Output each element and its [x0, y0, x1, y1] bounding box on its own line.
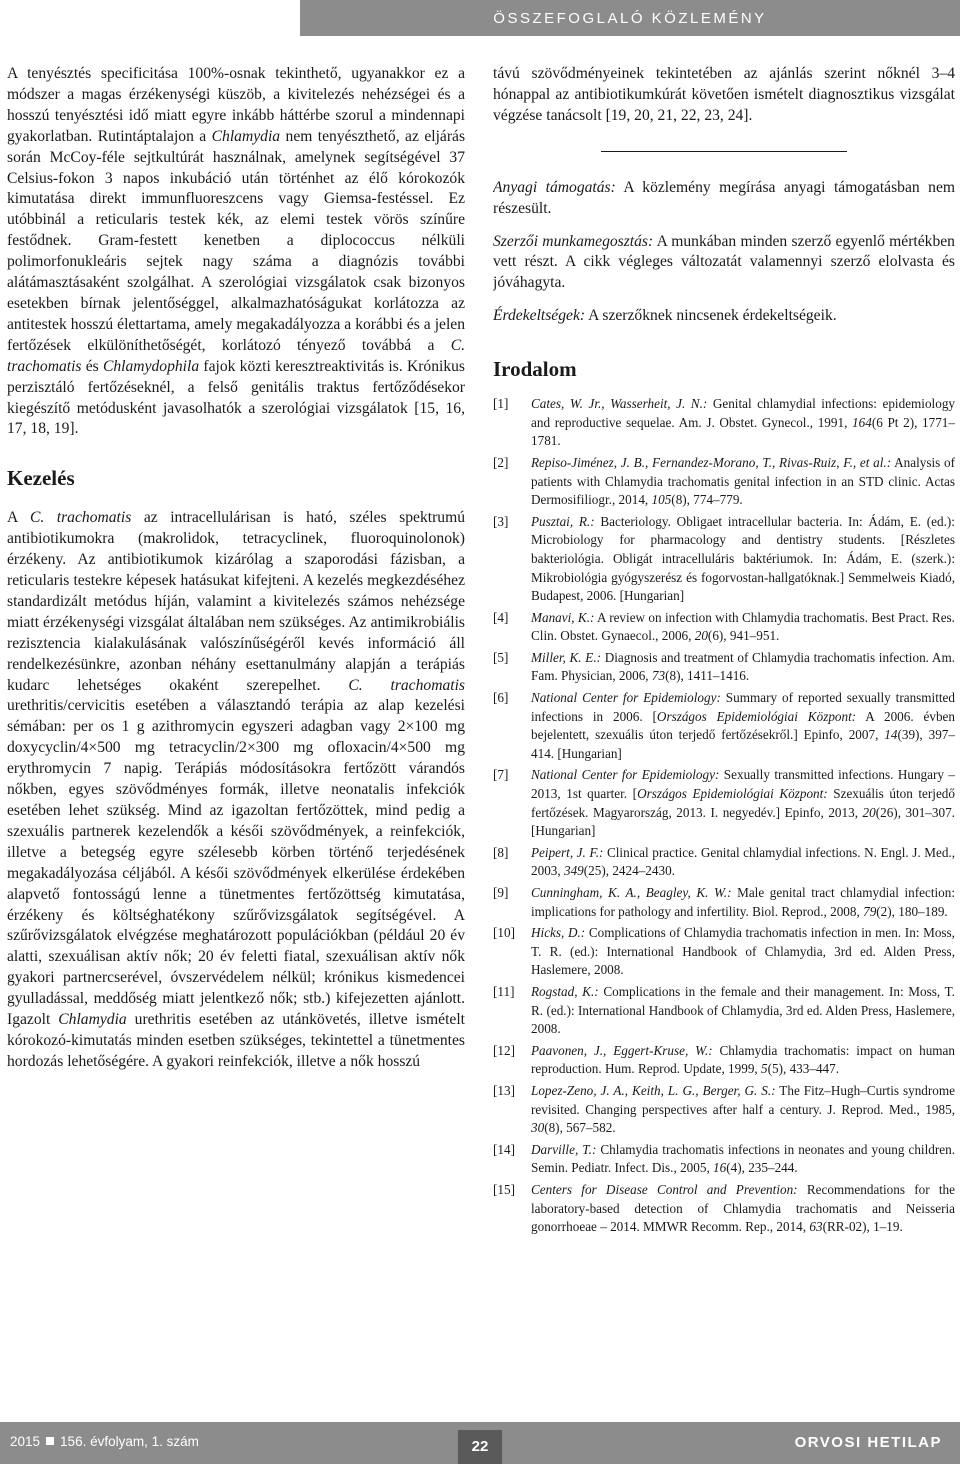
reference-number: [8]: [493, 844, 509, 860]
text-segment: (8), 1411–1416.: [665, 668, 750, 684]
reference-text: [531, 1181, 955, 1237]
text-segment: A tenyésztés specificitása 100%-osnak tekinthető, ugyanakkor ez a módszer a magas érzékenységi küszöb, a kivitelezés nehézségei és a hosszú tenyésztési idő miatt egyre inkább háttérbe szorul a mindennapi gyakorlatban. Rutintáptalajon a: [7, 65, 465, 145]
italic-segment: Darville, T.:: [531, 1141, 597, 1157]
separator-rule: [601, 151, 847, 152]
italic-segment: Chlamydia: [58, 1011, 127, 1029]
text-segment: (6), 941–951.: [707, 628, 780, 644]
authors-text: A munkában minden szerző egyenlő mértékben vett részt. A cikk végleges változatát valamennyi szerző elolvasta és jóváhagyta.: [493, 232, 955, 292]
italic-segment: 63: [809, 1219, 823, 1235]
reference-text: [531, 983, 955, 1039]
funding-label: Anyagi támogatás:: [493, 178, 616, 196]
reference-number: [14]: [493, 1141, 515, 1157]
reference-number: [15]: [493, 1181, 515, 1197]
text-segment: (39), 397–414. [Hungarian]: [531, 727, 955, 761]
journal-name: ORVOSI HETILAP: [794, 1434, 942, 1451]
reference-item: [493, 844, 955, 881]
reference-item: [493, 924, 955, 980]
reference-item: [493, 454, 955, 510]
reference-number: [11]: [493, 983, 515, 999]
page-number: 22: [458, 1430, 502, 1464]
funding-note: [493, 178, 955, 220]
text-segment: és: [81, 357, 103, 375]
italic-segment: 105: [651, 492, 672, 508]
text-segment: Chlamydia trachomatis infections in neonates and young children. Semin. Pediatr. Infect. Dis., 2005,: [531, 1141, 955, 1176]
text-segment: (8), 774–779.: [671, 492, 743, 508]
italic-segment: Pusztai, R.:: [531, 513, 595, 529]
italic-segment: 20: [694, 628, 708, 644]
reference-item: [493, 395, 955, 451]
text-segment: (8), 567–582.: [544, 1120, 616, 1136]
interest-text: A szerzőknek nincsenek érdekeltségeik.: [585, 307, 837, 325]
reference-text: [531, 884, 955, 921]
text-segment: (6 Pt 2), 1771–1781.: [531, 414, 955, 449]
page-footer: [0, 1422, 960, 1464]
left-column: [7, 64, 465, 1410]
italic-segment: Országos Epidemiológiai Központ:: [656, 708, 857, 724]
text-segment: Szexuális úton terjedő fertőzések. Magyarország, 2013. I. negyedév.] Epinfo, 2013,: [531, 786, 955, 820]
reference-number: [4]: [493, 609, 509, 625]
reference-item: [493, 513, 955, 606]
reference-item: [493, 884, 955, 921]
italic-segment: National Center for Epidemiology:: [531, 690, 721, 706]
text-segment: Sexually transmitted infections. Hungary – 2013, 1st quarter. [: [531, 767, 955, 802]
reference-text: [531, 454, 955, 510]
heading-kezeles: Kezelés: [7, 466, 75, 491]
interest-label: Érdekeltségek:: [493, 307, 586, 325]
reference-text: [531, 766, 955, 840]
funding-text: A közlemény megírása anyagi támogatásban nem részesült.: [493, 178, 955, 217]
authors-label: Szerzői munkamegosztás:: [493, 232, 654, 250]
right-column: [493, 64, 955, 1410]
italic-segment: 30: [531, 1120, 545, 1136]
reference-item: [493, 1181, 955, 1237]
text-segment: A 2006. évben bejelentett, szexuális úton terjedő fertőzésekről.] Epinfo, 2007,: [531, 708, 955, 743]
text-segment: urethritis/cervicitis esetében a választandó terápia az alap kezelési sémában: per os 1 g azithromycin egyszeri adagban vagy 2×100 mg doxycyclin/4×500 mg tetracyclin/2×300 mg ofloxacin/4×500 mg erythromycin 7 napig. Terápiás módosításokra fertőzött várandós nőkben, egyes szövődményes formák, illetve neonatalis infekciók esetében lehet szükség. Mind az igazoltan fertőzöttek, mind pedig a szexuális partnerek kezelendők a késői szövődmények, a reinfekciók, illetve a betegség egyre szélesebb körben történő terjedésének megakadályozása céljából. A késői szövődmények elkerülése érdekében alapvető fontosságú lenne a tünetmentes fertőzöttség kimutatása, érzékeny és költséghatékony szűrővizsgálatok segítségével. A szűrővizsgálatok elvégzése meghatározott populációkban (például 20 év alatti, szexuálisan aktív nők; 20 év feletti fiatal, szexuálisan aktív nők gyakori partnercserével, óvszervédelem nélkül; krónikus kismedencei gyulladással, meddőség miatt jelentkező nők; stb.) kifejezetten ajánlott. Igazolt: [7, 697, 465, 1029]
italic-segment: Repiso-Jiménez, J. B., Fernandez-Morano, T., Rivas-Ruiz, F., et al.:: [531, 454, 892, 470]
reference-item: [493, 983, 955, 1039]
italic-segment: Centers for Disease Control and Prevention:: [531, 1181, 798, 1197]
authors-note: [493, 232, 955, 295]
italic-segment: C. trachomatis: [29, 509, 132, 527]
text-segment: Analysis of patients with Chlamydia trachomatis genital infection in an STD clinic. Actas Dermosifiliogr., 2014,: [531, 454, 955, 508]
reference-item: [493, 649, 955, 686]
reference-text: [531, 1141, 955, 1178]
reference-text: [531, 844, 955, 881]
text-segment: Clinical practice. Genital chlamydial infections. N. Engl. J. Med., 2003,: [531, 844, 955, 879]
italic-segment: Cates, W. Jr., Wasserheit, J. N.:: [531, 396, 708, 412]
italic-segment: 20: [862, 804, 876, 820]
paragraph-diagnostics: [7, 64, 465, 440]
reference-text: [531, 1042, 955, 1079]
interest-note: [493, 306, 955, 327]
reference-number: [9]: [493, 885, 509, 900]
italic-segment: Rogstad, K.:: [531, 983, 599, 999]
reference-item: [493, 1082, 955, 1138]
italic-segment: Manavi, K.:: [531, 609, 595, 625]
italic-segment: National Center for Epidemiology:: [531, 767, 720, 783]
issue-volume: 156. évfolyam, 1. szám: [60, 1434, 199, 1449]
text-segment: nem tenyészthető, az eljárás során McCoy-féle sejtkultúrát használnak, amelynek segítségével 37 Celsius-fokon 3 napos inkubáció után történhet az élő kórokozók kimutatása direkt immunfluoreszcens vagy Giemsa-festéssel. Ez utóbbinál a reticularis testek kék, az elemi testek vörös színűre festődnek. Gram-festett kenetben a diplococcus nélküli polimorfonukleáris sejtek nagy száma a diagnózis további alátámasztásaként szolgálhat. A szerológiai vizsgálatok csak bizonyos esetekben bírnak jelentőséggel, alkalmazhatóságukat korlátozza az antitestek hosszú élettartama, amely megakadályozza a korábbi és a jelen fertőzések elkülöníthetőségét, korlátozó tényező továbbá a: [7, 127, 465, 354]
text-segment: Chlamydia trachomatis: impact on human reproduction. Hum. Reprod. Update, 1999,: [531, 1042, 955, 1077]
reference-text: [531, 513, 955, 606]
reference-number: [10]: [493, 925, 515, 941]
reference-number: [13]: [493, 1082, 515, 1098]
italic-segment: Lopez-Zeno, J. A., Keith, L. G., Berger, G. S.:: [531, 1082, 776, 1098]
text-segment: (RR-02), 1–19.: [822, 1219, 903, 1235]
italic-segment: 5: [761, 1061, 768, 1077]
text-segment: (25), 2424–2430.: [583, 863, 675, 879]
italic-segment: 16: [713, 1160, 727, 1176]
reference-list: [493, 395, 955, 1237]
reference-number: [1]: [493, 396, 509, 412]
italic-segment: Cunningham, K. A., Beagley, K. W.:: [531, 885, 732, 900]
italic-segment: C. trachomatis: [7, 336, 465, 375]
reference-text: [531, 924, 955, 980]
text-segment: Recommendations for the laboratory-based detection of Chlamydia trachomatis and Neisseria gonorrhoeae – 2014. MMWR Recomm. Rep., 2014,: [531, 1181, 955, 1235]
issue-year: 2015: [10, 1434, 41, 1449]
italic-segment: Peipert, J. F.:: [531, 844, 604, 860]
heading-irodalom: Irodalom: [493, 357, 577, 382]
text-segment: urethritis esetében az utánkövetés, illetve ismételt kórokozó-kimutatás minden esetben szükséges, tekintettel a tünetmentes hordozás lehetőségére. A gyakori reinfekciók, illetve a nők hosszú: [7, 1011, 465, 1070]
paragraph-treatment: [7, 508, 465, 1072]
italic-segment: 79: [863, 903, 877, 919]
reference-number: [3]: [493, 513, 509, 529]
italic-segment: 349: [563, 863, 584, 879]
text-segment: (4), 235–244.: [726, 1160, 798, 1176]
italic-segment: Paavonen, J., Eggert-Kruse, W.:: [531, 1042, 713, 1058]
reference-number: [12]: [493, 1042, 515, 1058]
italic-segment: Miller, K. E.:: [531, 649, 602, 665]
reference-text: [531, 649, 955, 686]
reference-item: [493, 609, 955, 646]
text-segment: A review on infection with Chlamydia trachomatis. Best Pract. Res. Clin. Obstet. Gynaecol., 2006,: [531, 609, 955, 644]
reference-item: [493, 1141, 955, 1178]
text-segment: A: [7, 509, 30, 527]
reference-item: [493, 1042, 955, 1079]
text-segment: fajok közti keresztreaktivitás is. Krónikus perzisztáló fertőzéseknél, a felső genitális traktus fertőződésekor kiegészítő metódusként javasolhatók a szerológiai vizsgálatok [15, 16, 17, 18, 19].: [7, 357, 465, 438]
reference-number: [7]: [493, 767, 509, 783]
text-segment: Complications of Chlamydia trachomatis infection in men. In: Moss, T. R. (ed.): International Handbook of Chlamydia, 3rd ed. Alden Press, Haslemere, 2008.: [531, 925, 955, 978]
reference-item: [493, 766, 955, 840]
text-segment: The Fitz–Hugh–Curtis syndrome revisited. Changing perspectives after half a century. J. Reprod. Med., 1985,: [531, 1082, 955, 1117]
section-header-band: [300, 0, 960, 36]
issue-info: [10, 1434, 199, 1449]
text-segment: (26), 301–307. [Hungarian]: [531, 804, 955, 839]
italic-segment: C. trachomatis: [348, 676, 465, 694]
reference-number: [2]: [493, 454, 509, 470]
text-segment: Genital chlamydial infections: epidemiology and reproductive sequelae. Am. J. Obstet. Gynecol., 1991,: [531, 396, 955, 430]
italic-segment: 14: [884, 727, 898, 743]
text-segment: Bacteriology. Obligaet intracellular bacteria. In: Ádám, E. (ed.): Microbiology for pharmacology and dentistry students. [Részletes bakteriológia. Obligát intracelluláris baktériumok. In: Ádám, E. (szerk.): Mikrobiológia gyógyszerész és fogorvostan-hallgatóknak.] Semmelweis Kiadó, Budapest, 2006. [Hungarian]: [531, 513, 955, 604]
reference-number: [6]: [493, 690, 509, 706]
text-segment: az intracellulárisan is ható, széles spektrumú antibiotikumokra (makrolidok, tetracyclinek, fluoroquinolonok) érzékeny. Az antibiotikumok kizárólag a szaporodási fázisban, a reticularis testekre képesek hatásukat kifejteni. A kezelés megkezdéséhez standardizált metódus híján, valamint a kivitelezés számos nehézsége miatt érzékenységi vizsgálat általában nem szükséges. Az antimikrobiális rezisztencia kialakulásának valószínűségéről kevés információ áll rendelkezésünkre, azonban néhány esettanulmány alapján a terápiás kudarc lehetséges okaként szerepelhet.: [7, 509, 465, 694]
text-segment: Male genital tract chlamydial infection: implications for pathology and infertility. Biol. Reprod., 2008,: [531, 885, 955, 919]
text-segment: Diagnosis and treatment of Chlamydia trachomatis infection. Am. Fam. Physician, 2006,: [531, 649, 955, 684]
italic-segment: Hicks, D.:: [531, 925, 586, 941]
italic-segment: Országos Epidemiológiai Központ:: [637, 786, 828, 802]
reference-text: [531, 609, 955, 646]
section-label: ÖSSZEFOGLALÓ KÖZLEMÉNY: [493, 9, 767, 27]
italic-segment: Chlamydophila: [102, 357, 200, 375]
paragraph-continuation: távú szövődményeinek tekintetében az ajánlás szerint nőknél 3–4 hónappal az antibiotikumkúrát követően ismételt diagnosztikus vizsgálat végzése tanácsolt [19, 20, 21, 22, 23, 24].: [493, 65, 955, 124]
reference-text: [531, 689, 955, 763]
square-bullet-icon: [46, 1437, 54, 1445]
reference-item: [493, 689, 955, 763]
reference-text: [531, 395, 955, 451]
italic-segment: Chlamydia: [211, 127, 281, 145]
text-segment: (2), 180–189.: [876, 903, 948, 919]
reference-text: [531, 1082, 955, 1138]
text-segment: Summary of reported sexually transmitted infections in 2006. [: [531, 690, 955, 724]
text-segment: Complications in the female and their management. In: Moss, T. R. (ed.): International Handbook of Chlamydia, 3rd ed. Alden Press, Haslemere, 2008.: [531, 983, 955, 1037]
italic-segment: 73: [651, 668, 666, 684]
italic-segment: 164: [852, 414, 872, 430]
text-segment: (5), 433–447.: [767, 1061, 840, 1077]
reference-number: [5]: [493, 649, 509, 665]
